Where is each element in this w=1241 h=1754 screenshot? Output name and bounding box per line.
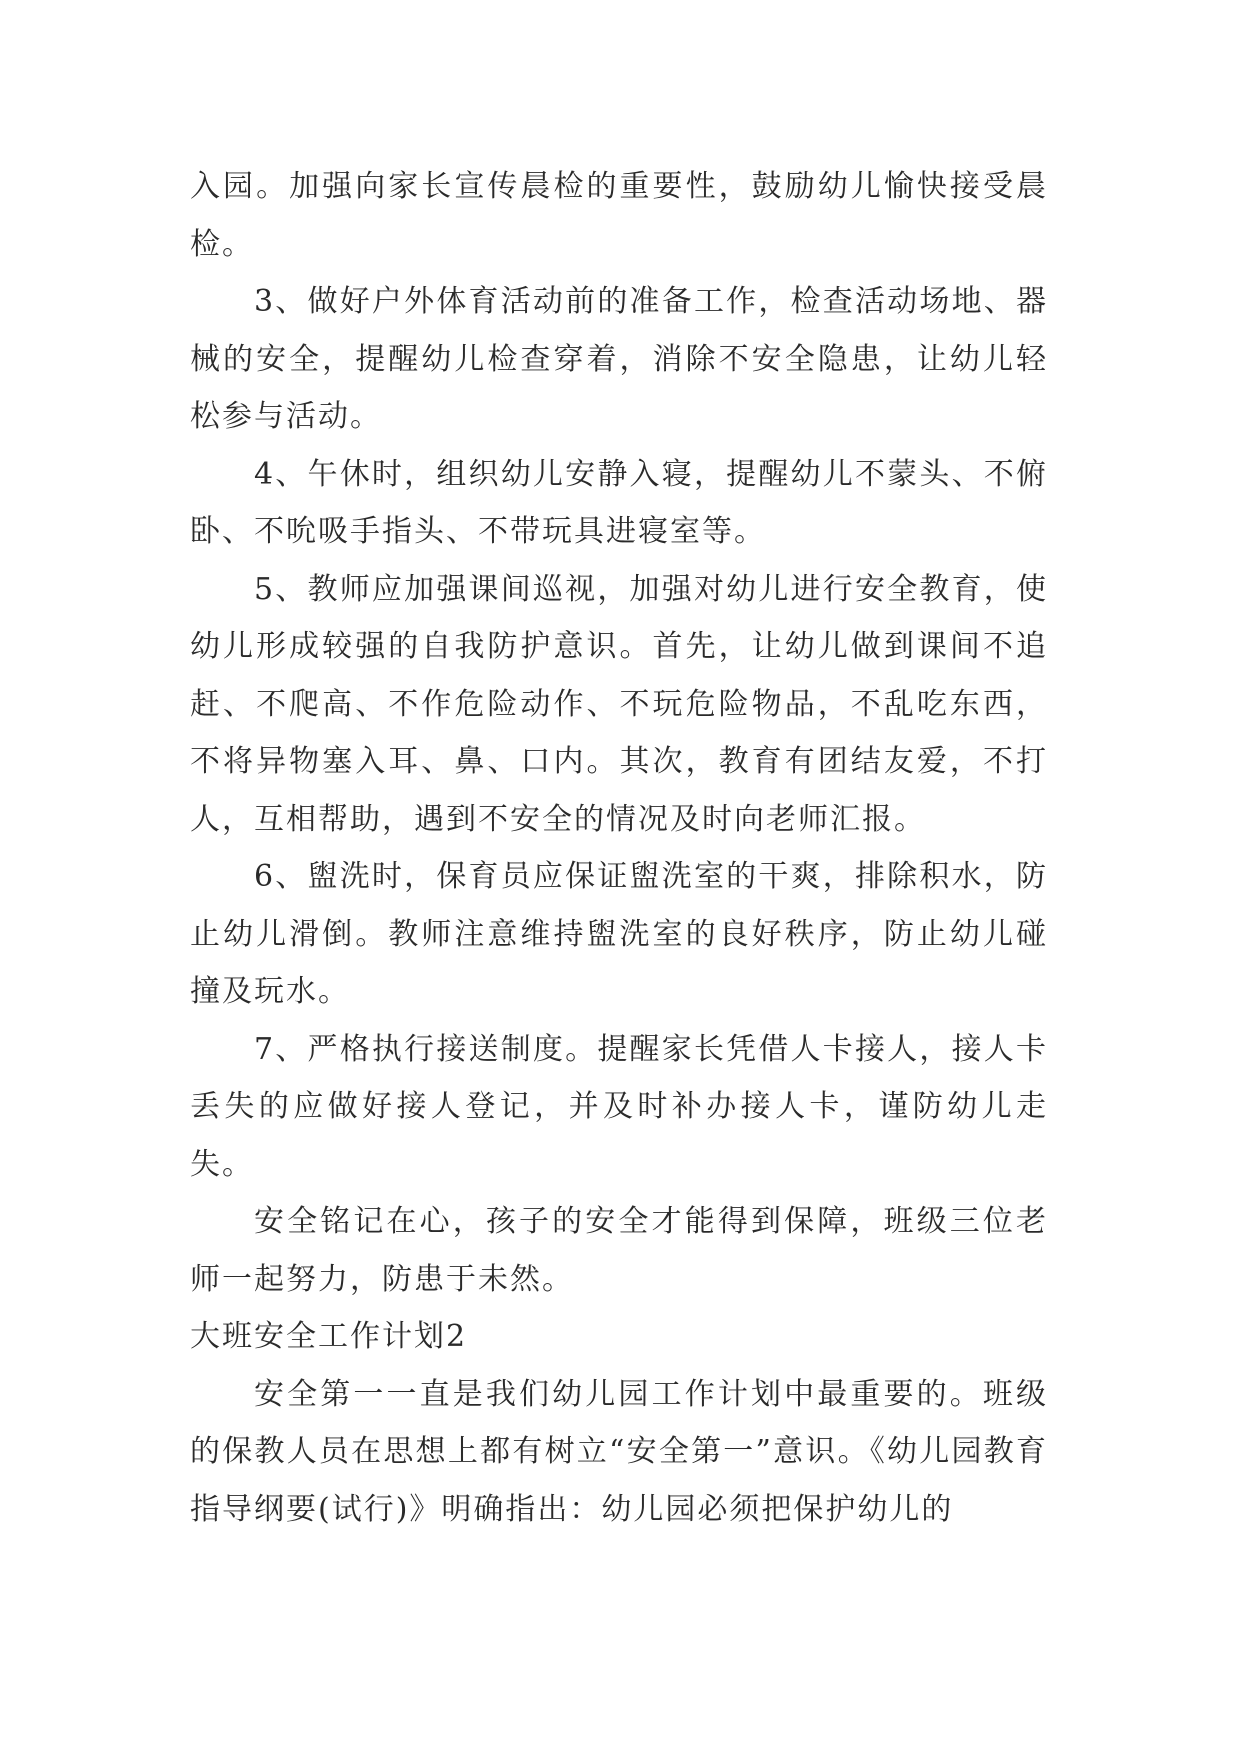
paragraph-section2-intro: 安全第一一直是我们幼儿园工作计划中最重要的。班级的保教人员在思想上都有树立“安全第一”意识。《幼儿园教育指导纲要(试行)》明确指出：幼儿园必须把保护幼儿的 (190, 1376, 1048, 1527)
paragraph-item-6: 6、盥洗时，保育员应保证盥洗室的干爽，排除积水，防止幼儿滑倒。教师注意维持盥洗室的良好秩序，防止幼儿碰撞及玩水。 (190, 859, 1048, 1009)
paragraph-item-7: 7、严格执行接送制度。提醒家长凭借人卡接人，接人卡丢失的应做好接人登记，并及时补办接人卡，谨防幼儿走失。 (190, 1031, 1048, 1182)
paragraph-item-5: 5、教师应加强课间巡视，加强对幼儿进行安全教育，使幼儿形成较强的自我防护意识。首先，让幼儿做到课间不追赶、不爬高、不作危险动作、不玩危险物品，不乱吃东西，不将异物塞入耳、鼻、口内。其次，教育有团结友爱，不打人，互相帮助，遇到不安全的情况及时向老师汇报。 (190, 571, 1048, 837)
section-heading: 大班安全工作计划2 (190, 1319, 468, 1354)
paragraph-continuation: 入园。加强向家长宣传晨检的重要性，鼓励幼儿愉快接受晨检。 (190, 169, 1048, 262)
paragraph-item-4: 4、午休时，组织幼儿安静入寝，提醒幼儿不蒙头、不俯卧、不吮吸手指头、不带玩具进寝室等。 (190, 456, 1048, 549)
paragraph-item-3: 3、做好户外体育活动前的准备工作，检查活动场地、器械的安全，提醒幼儿检查穿着，消除不安全隐患，让幼儿轻松参与活动。 (190, 284, 1048, 434)
paragraph-conclusion: 安全铭记在心，孩子的安全才能得到保障，班级三位老师一起努力，防患于未然。 (190, 1204, 1048, 1297)
document-body (190, 158, 1048, 1538)
